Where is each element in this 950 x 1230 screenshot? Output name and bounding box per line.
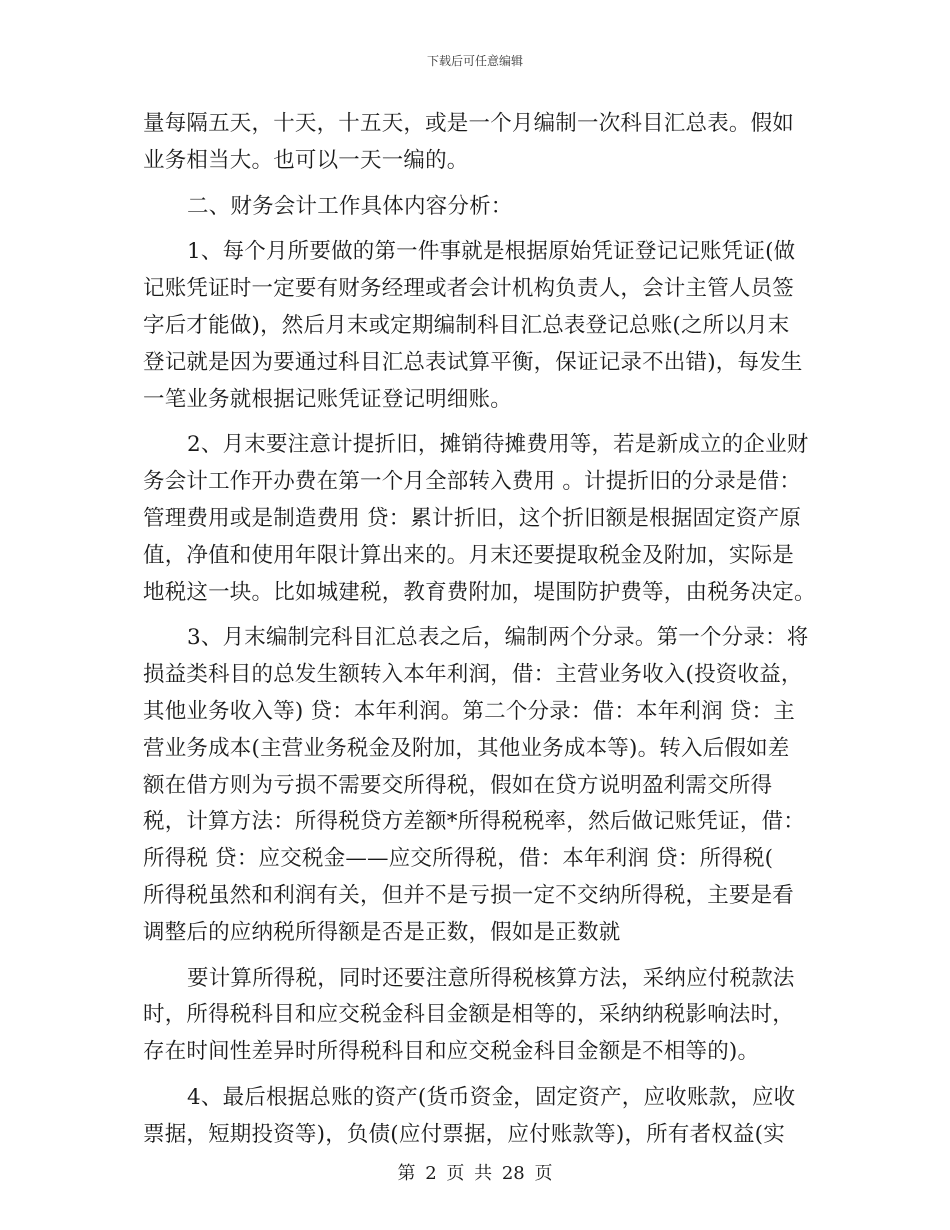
text-line: 所得税 贷：应交税金——应交所得税，借：本年利润 贷：所得税( (143, 846, 774, 872)
text-line: 票据，短期投资等)，负债(应付票据，应付账款等)，所有者权益(实 (143, 1121, 785, 1147)
text-line: 税，计算方法：所得税贷方差额*所得税税率，然后做记账凭证，借： (143, 809, 805, 835)
text-line: 记账凭证时一定要有财务经理或者会计机构负责人，会计主管人员签 (143, 276, 795, 302)
text-line: 营业务成本(主营业务税金及附加，其他业务成本等)。转入后假如差 (143, 735, 790, 761)
paragraph (143, 620, 811, 951)
text-line: 值，净值和使用年限计算出来的。月末还要提取税金及附加，实际是 (143, 542, 795, 568)
text-line: 地税这一块。比如城建税，教育费附加，堤围防护费等，由税务决定。 (143, 579, 816, 605)
text-line: 务会计工作开办费在第一个月全部转入费用 。计提折旧的分录是借： (143, 469, 802, 495)
text-line: 存在时间性差异时所得税科目和应交税金科目金额是不相等的)。 (143, 1039, 760, 1065)
page-header: 下载后可任意编辑 (426, 54, 523, 68)
text-line: 调整后的应纳税所得额是否是正数，假如是正数就 (143, 919, 621, 945)
text-line: 2、月末要注意计提折旧，摊销待摊费用等，若是新成立的企业财 (187, 432, 809, 458)
text-line: 其他业务收入等) 贷：本年利润。第二个分录：借：本年利润 贷：主 (143, 698, 795, 724)
document-body (143, 106, 816, 1154)
paragraph (143, 1080, 811, 1154)
text-line: 额在借方则为亏损不需要交所得税，假如在贷方说明盈利需交所得 (143, 772, 773, 798)
text-line: 4、最后根据总账的资产(货币资金，固定资产，应收账款，应收 (187, 1084, 796, 1110)
paragraph (143, 106, 811, 180)
text-line: 时，所得税科目和应交税金科目金额是相等的，采纳纳税影响法时， (143, 1002, 795, 1028)
text-line: 管理费用或是制造费用 贷：累计折旧，这个折旧额是根据固定资产原 (143, 505, 802, 531)
paragraph (143, 961, 811, 1071)
text-line: 字后才能做)，然后月末或定期编制科目汇总表登记总账(之所以月末 (143, 312, 790, 338)
text-line: 二、财务会计工作具体内容分析： (187, 193, 513, 219)
text-line: 一笔业务就根据记账凭证登记明细账。 (143, 386, 512, 412)
paragraph (143, 427, 816, 611)
text-line: 损益类科目的总发生额转入本年利润，借：主营业务收入(投资收益， (143, 662, 803, 688)
text-line: 1、每个月所要做的第一件事就是根据原始凭证登记记账凭证(做 (187, 239, 796, 265)
text-line: 要计算所得税，同时还要注意所得税核算方法，采纳应付税款法 (187, 965, 795, 991)
page-number: 第 2 页 共 28 页 (397, 1163, 553, 1184)
text-line: 3、月末编制完科目汇总表之后，编制两个分录。第一个分录：将 (187, 625, 809, 651)
text-line: 登记就是因为要通过科目汇总表试算平衡，保证记录不出错)，每发生 (143, 349, 803, 375)
text-line: 量每隔五天，十天，十五天，或是一个月编制一次科目汇总表。假如 (143, 111, 795, 136)
paragraph (143, 234, 811, 418)
text-line: 业务相当大。也可以一天一编的。 (143, 147, 469, 173)
text-line: 所得税虽然和利润有关，但并不是亏损一定不交纳所得税，主要是看 (143, 882, 795, 908)
section-heading (143, 189, 811, 226)
